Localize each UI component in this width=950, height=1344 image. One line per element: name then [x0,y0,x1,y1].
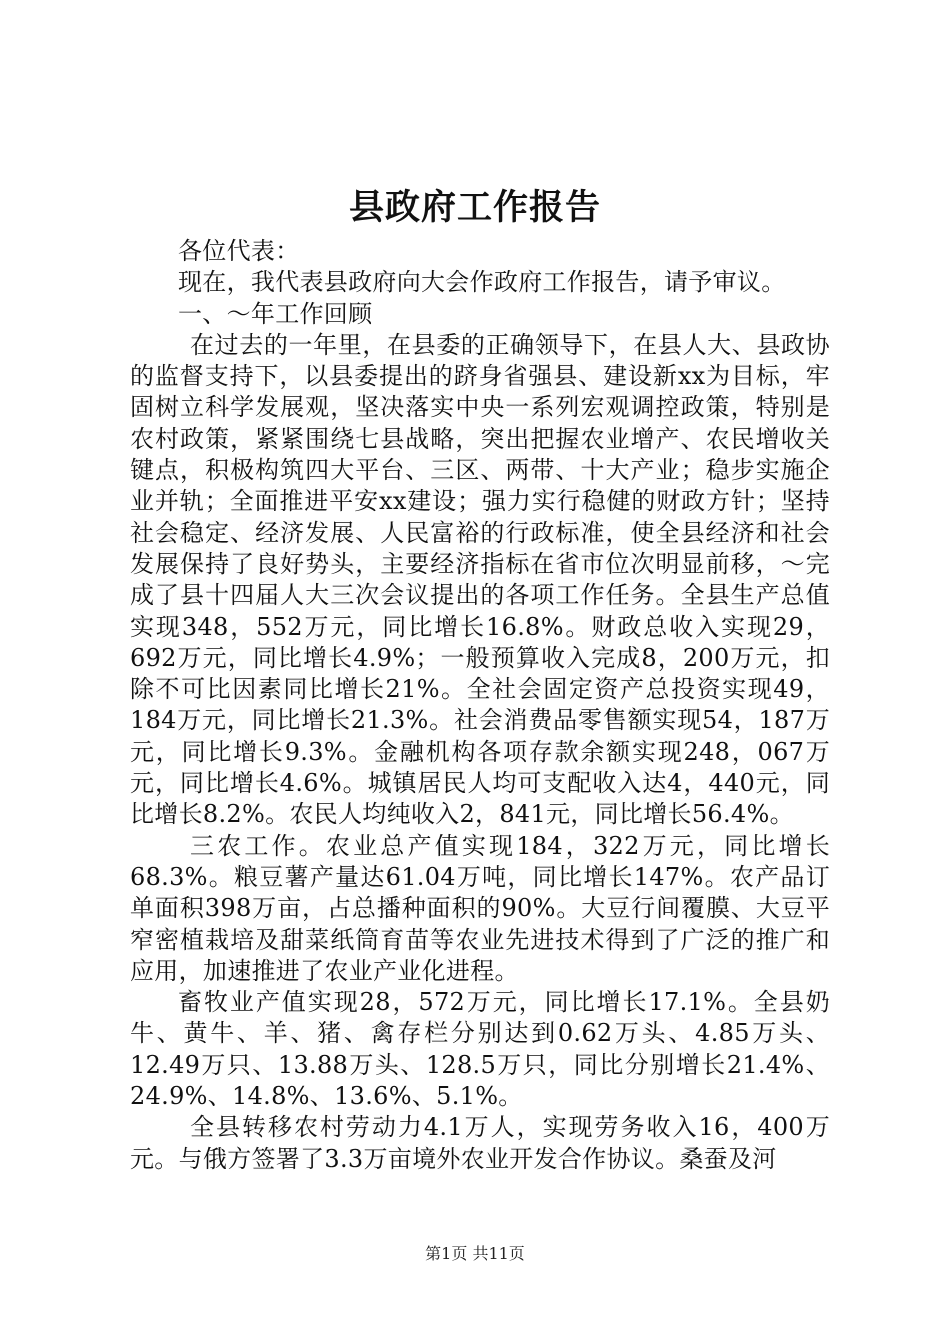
document-title: 县政府工作报告 [348,187,601,228]
paragraph-labor: 全县转移农村劳动力4.1万人，实现劳务收入16，400万元。与俄方签署了3.3万亩境外农业开发合作协议。桑蚕及河 [130,1113,830,1173]
section-heading: 一、～年工作回顾 [178,299,373,328]
paragraph-salutation: 各位代表： [178,237,300,265]
document-body [130,236,830,1175]
paragraph-livestock: 畜牧业产值实现28，572万元，同比增长17.1%。全县奶牛、黄牛、羊、猪、禽存栏分别达到0.62万头、4.85万头、12.49万只、13.88万头、128.5万只，同比分别增长21.4%、24.9%、14.8%、13.6%、5.1%。 [130,988,830,1111]
paragraph-opening: 现在，我代表县政府向大会作政府工作报告，请予审议。 [178,268,786,297]
paragraph-agriculture: 三农工作。农业总产值实现184，322万元，同比增长68.3%。粮豆薯产量达61.04万吨，同比增长147%。农产品订单面积398万亩，占总播种面积的90%。大豆行间覆膜、大豆平窄密植栽培及甜菜纸筒育苗等农业先进技术得到了广泛的推广和应用，加速推进了农业产业化进程。 [130,831,830,985]
page-number-footer: 第1页 共11页 [425,1244,525,1263]
paragraph-review: 在过去的一年里，在县委的正确领导下，在县人大、县政协的监督支持下，以县委提出的跻身省强县、建设新xx为目标，牢固树立科学发展观，坚决落实中央一系列宏观调控政策，特别是农村政策，紧紧围绕七县战略，突出把握农业增产、农民增收关键点，积极构筑四大平台、三区、两带、十大产业；稳步实施企业并轨；全面推进平安xx建设；强力实行稳健的财政方针；坚持社会稳定、经济发展、人民富裕的行政标准，使全县经济和社会发展保持了良好势头，主要经济指标在省市位次明显前移，～完成了县十四届人大三次会议提出的各项工作任务。全县生产总值实现348，552万元，同比增长16.8%。财政总收入实现29，692万元，同比增长4.9%；一般预算收入完成8，200万元，扣除不可比因素同比增长21%。全社会固定资产总投资实现49，184万元，同比增长21.3%。社会消费品零售额实现54，187万元，同比增长9.3%。金融机构各项存款余额实现248，067万元，同比增长4.6%。城镇居民人均可支配收入达4，440元，同比增长8.2%。农民人均纯收入2，841元，同比增长56.4%。 [130,330,830,829]
